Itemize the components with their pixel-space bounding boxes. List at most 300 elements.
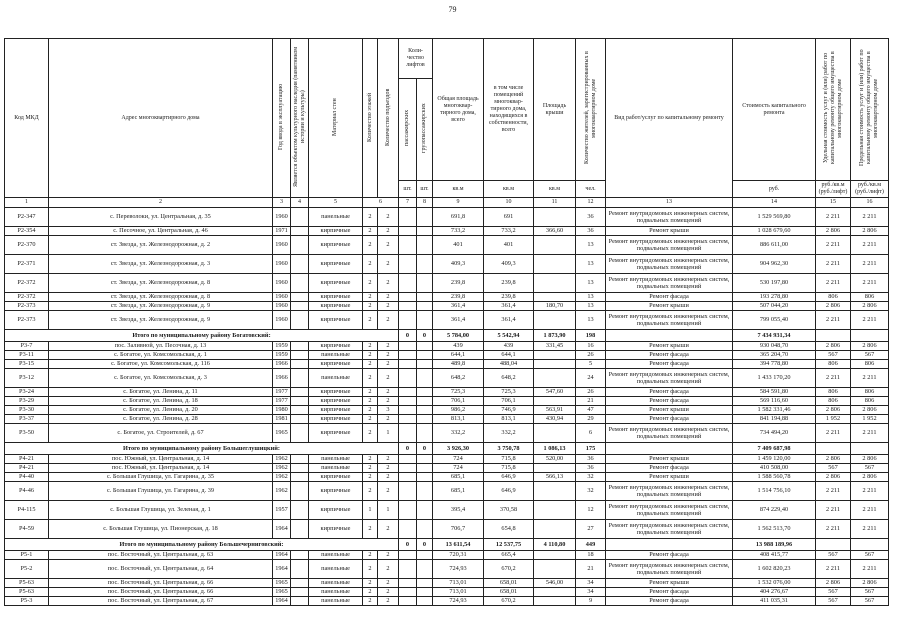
cell-material: кирпичные [309,360,363,369]
cell-address: пос. Южный, ул. Центральная, д. 14 [49,464,273,473]
cell-lifts-freight [417,579,433,588]
cell-material: кирпичные [309,501,363,520]
cell-unit-cost: 806 [816,293,851,302]
header-year-label: Год ввода в эксплуатацию [278,83,284,150]
cell-owned-area: 12 537,75 [484,539,534,551]
cell-work: Ремонт внутридомовых инженерных систем, подвальных помещений [606,311,733,330]
cell-owned-area: 361,4 [484,311,534,330]
cell-year: 1957 [273,501,291,520]
cell-residents: 34 [576,579,606,588]
cell-floors: 2 [363,227,378,236]
cell-total-area: 720,31 [433,551,484,560]
cell-roof-area [534,588,576,597]
cell-year: 1977 [273,397,291,406]
cell-residents: 13 [576,274,606,293]
cell-unit-cost: 2 211 [816,520,851,539]
cell-code: Р4-21 [5,464,49,473]
cell-roof-area: 546,00 [534,579,576,588]
cell-lifts-passenger: 0 [399,330,417,342]
cell-unit-cost: 2 211 [816,424,851,443]
cell-max-cost: 2 806 [851,406,889,415]
cell-material: кирпичные [309,406,363,415]
cell-material: кирпичные [309,397,363,406]
cell-lifts-freight [417,501,433,520]
cell-total-area: 644,1 [433,351,484,360]
cell-material: панельные [309,551,363,560]
cell-lifts-freight [417,424,433,443]
table-row [5,588,889,597]
cell-total-area: 13 611,54 [433,539,484,551]
cell-heritage [291,302,309,311]
cell-lifts-freight [417,397,433,406]
cell-cost: 1 582 331,46 [733,406,816,415]
cell-unit-cost: 2 806 [816,342,851,351]
cell-heritage [291,551,309,560]
header-heritage [291,39,309,198]
cell-cost: 874 229,40 [733,501,816,520]
cell-work: Ремонт внутридомовых инженерных систем, подвальных помещений [606,236,733,255]
cell-owned-area: 725,3 [484,388,534,397]
header-owned-area: в том числе помещений многоквар-тирного дома, находящихся в собственности, всего [484,39,534,181]
cell-roof-area: 520,00 [534,455,576,464]
cell-roof-area [534,397,576,406]
cell-unit-cost: 567 [816,597,851,606]
cell-address: пос. Восточный, ул. Центральная, д. 66 [49,579,273,588]
cell-work: Ремонт внутридомовых инженерных систем, подвальных помещений [606,255,733,274]
cell-unit-cost: 2 806 [816,455,851,464]
cell-unit-cost: 1 952 [816,415,851,424]
cell-lifts-passenger [399,455,417,464]
cell-lifts-freight [417,588,433,597]
cell-floors: 2 [363,579,378,588]
cell-lifts-passenger [399,464,417,473]
header-unit-cost [816,39,851,181]
cell-floors: 2 [363,551,378,560]
cell-code: Р5-2 [5,560,49,579]
cell-cost: 904 962,30 [733,255,816,274]
cell-code: Р2-370 [5,236,49,255]
cell-unit-cost: 2 211 [816,560,851,579]
header-roof-area: Площадь крыши [534,39,576,181]
cell-cost: 1 602 820,23 [733,560,816,579]
cell-owned-area: 670,2 [484,560,534,579]
cell-residents: 13 [576,293,606,302]
cell-entrances: 2 [378,388,399,397]
cell-lifts-passenger [399,311,417,330]
cell-unit-cost: 567 [816,551,851,560]
cell-heritage [291,597,309,606]
cell-max-cost: 806 [851,360,889,369]
cell-residents: 9 [576,597,606,606]
cell-lifts-freight [417,274,433,293]
cell-material: панельные [309,208,363,227]
table-row [5,293,889,302]
cell-owned-area: 644,1 [484,351,534,360]
header-residents [576,39,606,181]
header-lifts: Коли-чество лифтов [399,39,433,79]
cell-entrances: 2 [378,360,399,369]
cell-lifts-passenger [399,415,417,424]
cell-year: 1977 [273,388,291,397]
cell-unit-cost: 2 211 [816,311,851,330]
cell-address: пос. Восточный, ул. Центральная, д. 63 [49,551,273,560]
cell-owned-area: 665,4 [484,551,534,560]
cell-heritage [291,473,309,482]
cell-cost: 799 055,40 [733,311,816,330]
column-number: 8 [417,198,433,208]
cell-code: Р5-63 [5,579,49,588]
cell-roof-area [534,597,576,606]
cell-lifts-passenger [399,397,417,406]
cell-residents: 26 [576,388,606,397]
cell-floors: 2 [363,208,378,227]
cell-roof-area [534,482,576,501]
cell-max-cost: 1 952 [851,415,889,424]
cell-work: Ремонт крыши [606,473,733,482]
cell-roof-area [534,255,576,274]
cell-total-area: 239,8 [433,293,484,302]
cell-address: ст. Звезда, ул. Железнодорожная, д. 2 [49,236,273,255]
cell-total-area: 685,1 [433,482,484,501]
cell-lifts-freight [417,227,433,236]
cell-total-area: 439 [433,342,484,351]
table-row [5,208,889,227]
cell-lifts-passenger [399,342,417,351]
cell-material: панельные [309,560,363,579]
cell-floors: 2 [363,236,378,255]
cell-roof-area: 430,94 [534,415,576,424]
cell-code: Р3-30 [5,406,49,415]
cell-lifts-passenger [399,369,417,388]
header-residents-label: Количество жителей, зарегистрированных в многоквартирном доме [583,51,597,165]
cell-year: 1960 [273,236,291,255]
cell-floors: 2 [363,455,378,464]
cell-floors: 2 [363,482,378,501]
cell-heritage [291,501,309,520]
cell-cost: 365 204,70 [733,351,816,360]
cell-work: Ремонт внутридомовых инженерных систем, подвальных помещений [606,369,733,388]
cell-lifts-freight: 0 [417,443,433,455]
cell-unit-cost: 806 [816,388,851,397]
cell-cost: 734 494,20 [733,424,816,443]
cell-cost: 584 591,80 [733,388,816,397]
cell-entrances: 2 [378,588,399,597]
table-row [5,415,889,424]
cell-entrances: 2 [378,369,399,388]
table-row [5,424,889,443]
cell-owned-area: 646,9 [484,473,534,482]
unit-max-cost: руб./кв.м (руб./лифт) [851,181,889,198]
cell-unit-cost: 567 [816,464,851,473]
cell-owned-area: 715,8 [484,455,534,464]
cell-cost: 7 434 931,34 [733,330,816,342]
table-row [5,482,889,501]
cell-floors: 2 [363,342,378,351]
column-number: 9 [433,198,484,208]
cell-lifts-freight [417,597,433,606]
table-row [5,342,889,351]
cell-max-cost: 806 [851,397,889,406]
cell-total-area: 489,8 [433,360,484,369]
district-total-row [5,539,889,551]
cell-work: Ремонт фасада [606,588,733,597]
cell-cost: 7 409 687,98 [733,443,816,455]
cell-material: кирпичные [309,424,363,443]
cell-max-cost: 2 806 [851,455,889,464]
header-max-cost-label: Предельная стоимость услуг и (или) работ по капитальному ремонту общего имущества в многоквартирном доме [859,49,880,167]
cell-residents: 13 [576,302,606,311]
cell-entrances: 2 [378,597,399,606]
cell-label: Итого по муниципальному району Большечерниговский: [5,539,399,551]
cell-max-cost: 2 806 [851,227,889,236]
cell-floors: 2 [363,274,378,293]
cell-heritage [291,236,309,255]
cell-owned-area: 239,8 [484,293,534,302]
cell-owned-area: 646,9 [484,482,534,501]
cell-owned-area: 370,58 [484,501,534,520]
cell-work: Ремонт крыши [606,406,733,415]
cell-owned-area: 332,2 [484,424,534,443]
cell-residents: 36 [576,208,606,227]
cell-residents: 18 [576,551,606,560]
cell-lifts-passenger [399,597,417,606]
cell-residents: 21 [576,397,606,406]
cell-residents: 34 [576,588,606,597]
cell-year: 1980 [273,406,291,415]
cell-entrances: 2 [378,464,399,473]
cell-floors: 2 [363,473,378,482]
cell-owned-area: 706,1 [484,397,534,406]
cell-roof-area: 366,60 [534,227,576,236]
cell-heritage [291,560,309,579]
cell-unit-cost: 2 211 [816,369,851,388]
cell-total-area: 395,4 [433,501,484,520]
cell-max-cost: 567 [851,464,889,473]
cell-address: с. Богатое, ул. Комсомольская, д. 1 [49,351,273,360]
district-total-row [5,443,889,455]
cell-roof-area [534,560,576,579]
cell-material: панельные [309,464,363,473]
cell-material: кирпичные [309,302,363,311]
cell-lifts-passenger [399,302,417,311]
cell-residents: 24 [576,369,606,388]
cell-roof-area: 547,60 [534,388,576,397]
table-row [5,551,889,560]
table-row [5,397,889,406]
cell-total-area: 724,93 [433,597,484,606]
column-number: 15 [816,198,851,208]
cell-material: панельные [309,588,363,597]
cell-entrances: 2 [378,342,399,351]
cell-lifts-freight [417,551,433,560]
cell-unit-cost [816,539,851,551]
cell-lifts-freight [417,520,433,539]
cell-residents: 21 [576,560,606,579]
cell-max-cost: 2 211 [851,501,889,520]
column-number: 3 [273,198,291,208]
cell-address: ст. Звезда, ул. Железнодорожная, д. 3 [49,255,273,274]
cell-floors: 2 [363,415,378,424]
cell-heritage [291,293,309,302]
cell-year: 1965 [273,579,291,588]
cell-code: Р2-372 [5,274,49,293]
table-row [5,455,889,464]
cell-residents: 36 [576,455,606,464]
cell-work [606,330,733,342]
cell-total-area: 685,1 [433,473,484,482]
header-lifts-passenger [399,79,417,181]
cell-roof-area: 566,13 [534,473,576,482]
cell-year: 1960 [273,208,291,227]
header-entrances [378,39,399,198]
cell-code: Р2-373 [5,302,49,311]
cell-total-area: 733,2 [433,227,484,236]
column-number: 7 [399,198,417,208]
cell-year: 1966 [273,369,291,388]
cell-lifts-freight [417,560,433,579]
table-row [5,302,889,311]
cell-work: Ремонт фасада [606,397,733,406]
cell-work: Ремонт фасада [606,597,733,606]
cell-material: кирпичные [309,482,363,501]
cell-max-cost: 2 211 [851,255,889,274]
cell-address: ст. Звезда, ул. Железнодорожная, д. 9 [49,311,273,330]
cell-year: 1971 [273,227,291,236]
cell-code: Р4-46 [5,482,49,501]
cell-residents: 36 [576,464,606,473]
cell-roof-area: 1 086,13 [534,443,576,455]
cell-year: 1981 [273,415,291,424]
table-row [5,560,889,579]
cell-address: с. Большая Глушица, ул. Гагарина, д. 35 [49,473,273,482]
column-number: 1 [5,198,49,208]
cell-total-area: 648,2 [433,369,484,388]
cell-lifts-freight [417,360,433,369]
cell-lifts-freight [417,302,433,311]
cell-lifts-freight [417,342,433,351]
cell-total-area: 724 [433,464,484,473]
cell-owned-area: 401 [484,236,534,255]
table-row [5,406,889,415]
cell-owned-area: 239,8 [484,274,534,293]
cell-material: панельные [309,597,363,606]
cell-total-area: 3 926,30 [433,443,484,455]
cell-address: с. Большая Глушица, ул. Гагарина, д. 39 [49,482,273,501]
cell-cost: 404 276,67 [733,588,816,597]
cell-lifts-passenger [399,520,417,539]
cell-unit-cost: 2 211 [816,501,851,520]
cell-work: Ремонт внутридомовых инженерных систем, подвальных помещений [606,501,733,520]
cell-residents: 27 [576,520,606,539]
cell-cost: 1 532 076,00 [733,579,816,588]
cell-max-cost: 2 806 [851,302,889,311]
cell-code: Р3-24 [5,388,49,397]
cell-entrances: 2 [378,482,399,501]
cell-roof-area [534,424,576,443]
cell-residents: 13 [576,311,606,330]
cell-code: Р3-50 [5,424,49,443]
header-work: Вид работ/услуг по капитальному ремонту [606,39,733,198]
cell-floors: 2 [363,588,378,597]
column-number: 13 [606,198,733,208]
header-material-label: Материал стен [332,97,338,136]
cell-total-area: 239,8 [433,274,484,293]
unit-roof-area: кв.м [534,181,576,198]
cell-heritage [291,455,309,464]
cell-entrances: 3 [378,406,399,415]
cell-lifts-passenger [399,424,417,443]
cell-year: 1962 [273,473,291,482]
cell-address: пос. Южный, ул. Центральная, д. 14 [49,455,273,464]
header-address: Адрес многоквартирного дома [49,39,273,198]
table-row [5,473,889,482]
cell-unit-cost: 2 806 [816,302,851,311]
cell-owned-area: 658,01 [484,588,534,597]
cell-work: Ремонт внутридомовых инженерных систем, подвальных помещений [606,482,733,501]
cell-address: пос. Восточный, ул. Центральная, д. 64 [49,560,273,579]
cell-residents: 16 [576,342,606,351]
cell-residents: 26 [576,351,606,360]
header-row [5,39,889,79]
cell-heritage [291,588,309,597]
cell-entrances: 2 [378,208,399,227]
cell-floors: 2 [363,255,378,274]
cell-code: Р5-3 [5,597,49,606]
cell-work: Ремонт фасада [606,388,733,397]
cell-address: с. Богатое, ул. Ленина, д. 18 [49,397,273,406]
cell-entrances: 1 [378,501,399,520]
cell-roof-area [534,236,576,255]
cell-roof-area [534,520,576,539]
cell-cost: 530 197,80 [733,274,816,293]
table-body [5,208,889,606]
column-number: 2 [49,198,273,208]
cell-roof-area: 563,91 [534,406,576,415]
cell-owned-area: 488,04 [484,360,534,369]
cell-code: Р4-40 [5,473,49,482]
cell-year: 1964 [273,560,291,579]
cell-lifts-freight: 0 [417,539,433,551]
header-year [273,39,291,198]
cell-heritage [291,406,309,415]
cell-code: Р3-37 [5,415,49,424]
cell-roof-area [534,311,576,330]
cell-max-cost: 806 [851,293,889,302]
cell-floors: 2 [363,520,378,539]
cell-cost: 410 508,00 [733,464,816,473]
cell-unit-cost: 2 806 [816,579,851,588]
column-numbers-row [5,198,889,208]
cell-total-area: 361,4 [433,302,484,311]
cell-address: пос. Заливной, ул. Песочная, д. 13 [49,342,273,351]
cell-code: Р3-29 [5,397,49,406]
cell-heritage [291,360,309,369]
cell-address: ст. Звезда, ул. Железнодорожная, д. 8 [49,293,273,302]
table-row [5,236,889,255]
cell-unit-cost: 2 806 [816,227,851,236]
cell-lifts-freight [417,406,433,415]
cell-cost: 1 459 120,00 [733,455,816,464]
table-row [5,311,889,330]
header-lifts-passenger-label: пассажирских [404,109,410,147]
cell-cost: 1 028 679,60 [733,227,816,236]
cell-work: Ремонт крыши [606,342,733,351]
cell-address: с. Богатое, ул. Комсомольская, д. 3 [49,369,273,388]
cell-year: 1959 [273,342,291,351]
cell-year: 1962 [273,464,291,473]
cell-lifts-passenger: 0 [399,443,417,455]
cell-heritage [291,415,309,424]
